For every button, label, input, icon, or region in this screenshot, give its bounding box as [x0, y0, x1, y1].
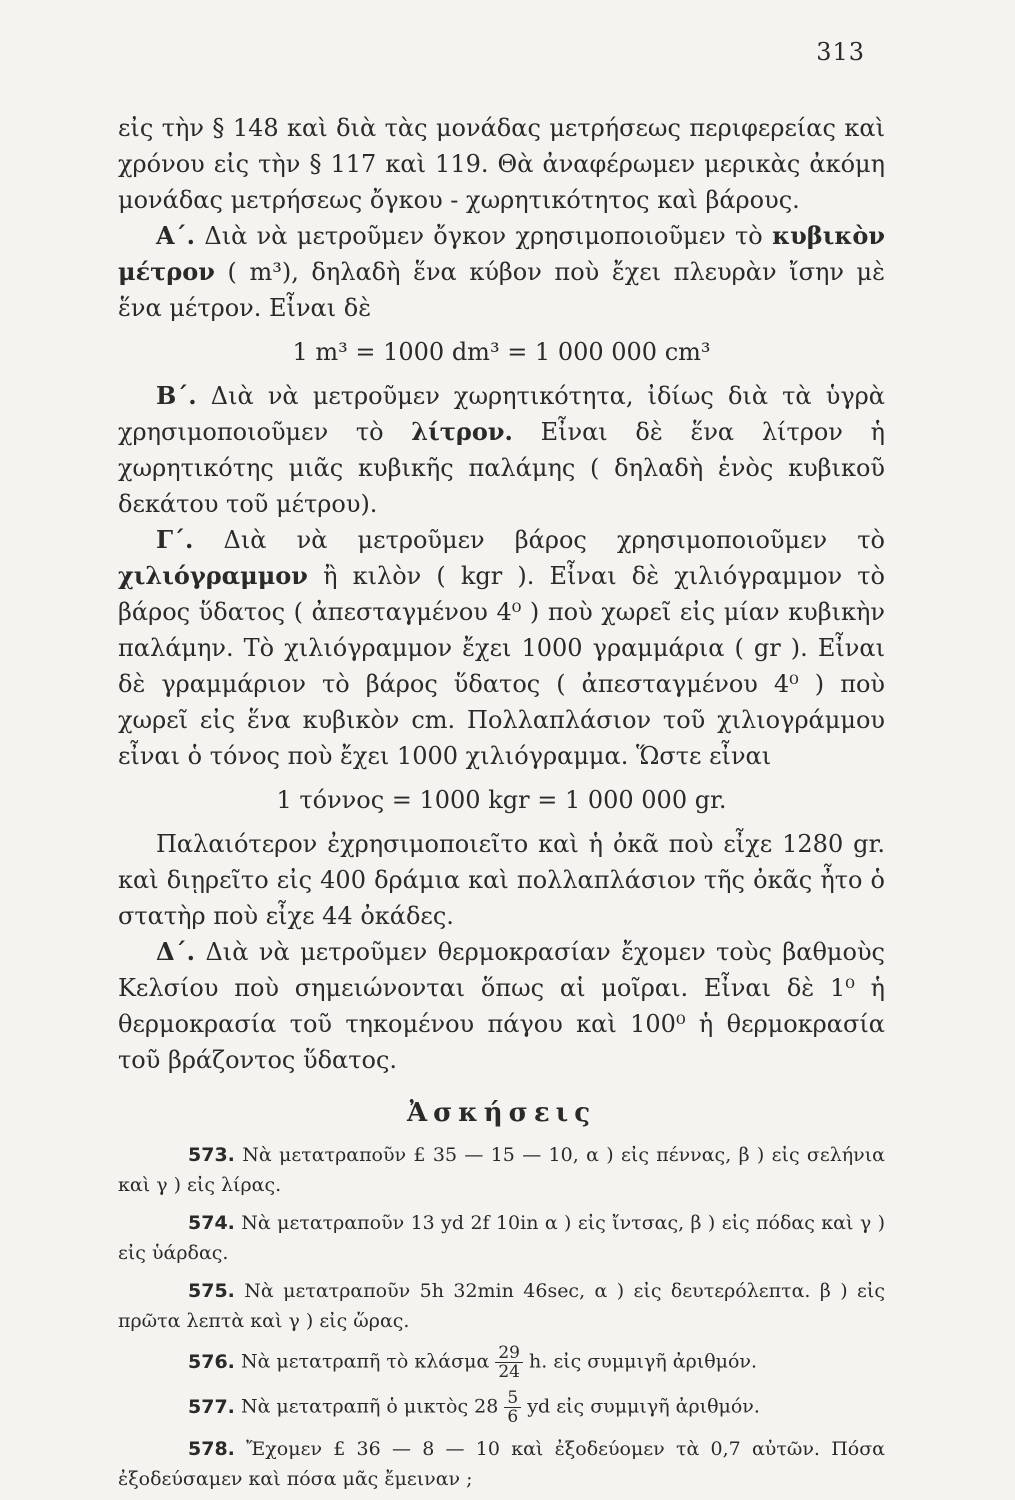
- exercise-number: 575.: [188, 1280, 235, 1302]
- exercise-573: [118, 1140, 885, 1200]
- exercise-text-pre: Νὰ μετατραπῆ ὁ μικτὸς 28: [240, 1395, 499, 1418]
- fraction-denominator: 6: [507, 1407, 519, 1427]
- section-a-bold: κυβικὸν μέτρον: [118, 221, 885, 286]
- section-c: [118, 522, 885, 774]
- exercise-number: 573.: [188, 1144, 235, 1166]
- section-b: [118, 378, 885, 522]
- exercise-number: 578.: [188, 1438, 235, 1460]
- exercise-text-post: h. εἰς συμμιγῆ ἀριθμόν.: [529, 1350, 758, 1373]
- fraction-denominator: 24: [498, 1362, 520, 1382]
- equation-weight: 1 τόννος = 1000 kgr = 1 000 000 gr.: [276, 786, 727, 814]
- exercise-574: [118, 1208, 885, 1268]
- fraction: [495, 1344, 523, 1381]
- fraction-numerator: 5: [504, 1389, 521, 1408]
- section-c-bold: χιλιόγραμμον: [118, 561, 308, 590]
- section-b-bold: λίτρον.: [411, 417, 513, 446]
- section-a: [118, 218, 885, 326]
- page-number: 313: [816, 38, 865, 66]
- section-d-text: Διὰ νὰ μετροῦμεν θερμοκρασίαν ἔχομεν τοὺς βαθμοὺς Κελσίου ποὺ σημειώνονται ὅπως αἱ μοῖραι. Εἶναι δὲ 1⁰ ἡ θερμοκρασία τοῦ τηκομένου πάγου καὶ 100⁰ ἡ θερμοκρασία τοῦ βράζοντος ὕδατος.: [118, 938, 885, 1074]
- exercise-number: 576.: [188, 1350, 235, 1373]
- exercise-number: 574.: [188, 1212, 235, 1234]
- section-c-continued: Παλαιότερον ἐχρησιμοποιεῖτο καὶ ἡ ὀκᾶ ποὺ εἶχε 1280 gr. καὶ διῃρεῖτο εἰς 400 δράμια καὶ πολλαπλάσιον τῆς ὀκᾶς ἦτο ὁ στατὴρ ποὺ εἶχε 44 ὀκάδες.: [118, 830, 885, 930]
- exercise-text-post: yd εἰς συμμιγῆ ἀριθμόν.: [527, 1395, 760, 1418]
- fraction-numerator: 29: [495, 1344, 523, 1363]
- section-c-label: Γ΄.: [156, 525, 194, 554]
- exercise-text: Νὰ μετατραποῦν £ 35 — 15 — 10, α ) εἰς πέννας, β ) εἰς σελήνια καὶ γ ) εἰς λίρας.: [118, 1144, 885, 1196]
- equation-volume: 1 m³ = 1000 dm³ = 1 000 000 cm³: [292, 338, 711, 366]
- section-b-label: Β΄.: [156, 381, 197, 410]
- section-c-text1: Διὰ νὰ μετροῦμεν βάρος χρησιμοποιοῦμεν τὸ: [223, 526, 885, 554]
- section-b-text2: Εἶναι δὲ ἕνα λίτρον ἡ χωρητικότης μιᾶς κυβικῆς παλάμης ( δηλαδὴ ἑνὸς κυβικοῦ δεκάτου τοῦ μέτρου).: [118, 418, 885, 518]
- exercise-text: Ἔχομεν £ 36 — 8 — 10 καὶ ἐξοδεύομεν τὰ 0,7 αὐτῶν. Πόσα ἐξοδεύσαμεν καὶ πόσα μᾶς ἔμειναν ;: [118, 1438, 886, 1490]
- section-d-label: Δ΄.: [156, 937, 195, 966]
- exercise-576: [118, 1344, 885, 1381]
- exercises-heading: Ἀσκήσεις: [406, 1098, 597, 1128]
- exercise-text-pre: Νὰ μετατραπῆ τὸ κλάσμα: [240, 1350, 490, 1373]
- exercise-578: [118, 1434, 885, 1494]
- exercise-575: [118, 1276, 885, 1336]
- exercise-number: 577.: [188, 1395, 235, 1418]
- section-c-text2: ἢ κιλὸν ( kgr ). Εἶναι δὲ χιλιόγραμμον τὸ βάρος ὕδατος ( ἀπεσταγμένου 4⁰ ) ποὺ χωρεῖ εἰς μίαν κυβικὴν παλάμην. Τὸ χιλιόγραμμον ἔχει 1000 γραμμάρια ( gr ). Εἶναι δὲ γραμμάριον τὸ βάρος ὕδατος ( ἀπεσταγμένου 4⁰ ) ποὺ χωρεῖ εἰς ἕνα κυβικὸν cm. Πολλαπλάσιον τοῦ χιλιογράμμου εἶναι ὁ τόνος ποὺ ἔχει 1000 χιλιόγραμμα. Ὥστε εἶναι: [118, 562, 885, 770]
- section-b-text1: Διὰ νὰ μετροῦμεν χωρητικότητα, ἰδίως διὰ τὰ ὑγρὰ χρησιμοποιοῦμεν τὸ: [118, 382, 885, 446]
- exercise-577: [118, 1389, 885, 1426]
- section-d: [118, 934, 885, 1078]
- fraction: [504, 1389, 521, 1426]
- intro-paragraph: εἰς τὴν § 148 καὶ διὰ τὰς μονάδας μετρήσεως περιφερείας καὶ χρόνου εἰς τὴν § 117 καὶ 119. Θὰ ἀναφέρωμεν μερικὰς ἀκόμη μονάδας μετρήσεως ὄγκου - χωρητικότητος καὶ βάρους.: [118, 114, 885, 214]
- section-a-text1: Διὰ νὰ μετροῦμεν ὄγκον χρησιμοποιοῦμεν τὸ: [204, 222, 763, 250]
- exercise-text: Νὰ μετατραποῦν 13 yd 2f 10in α ) εἰς ἴντσας, β ) εἰς πόδας καὶ γ ) εἰς ὑάρδας.: [118, 1212, 885, 1264]
- exercise-text: Νὰ μετατραποῦν 5h 32min 46sec, α ) εἰς δευτερόλεπτα. β ) εἰς πρῶτα λεπτὰ καὶ γ ) εἰς ὥρας.: [118, 1280, 885, 1332]
- section-a-label: Α΄.: [156, 221, 195, 250]
- section-a-text2: ( m³), δηλαδὴ ἕνα κύβον ποὺ ἔχει πλευρὰν ἴσην μὲ ἕνα μέτρον. Εἶναι δὲ: [118, 258, 885, 322]
